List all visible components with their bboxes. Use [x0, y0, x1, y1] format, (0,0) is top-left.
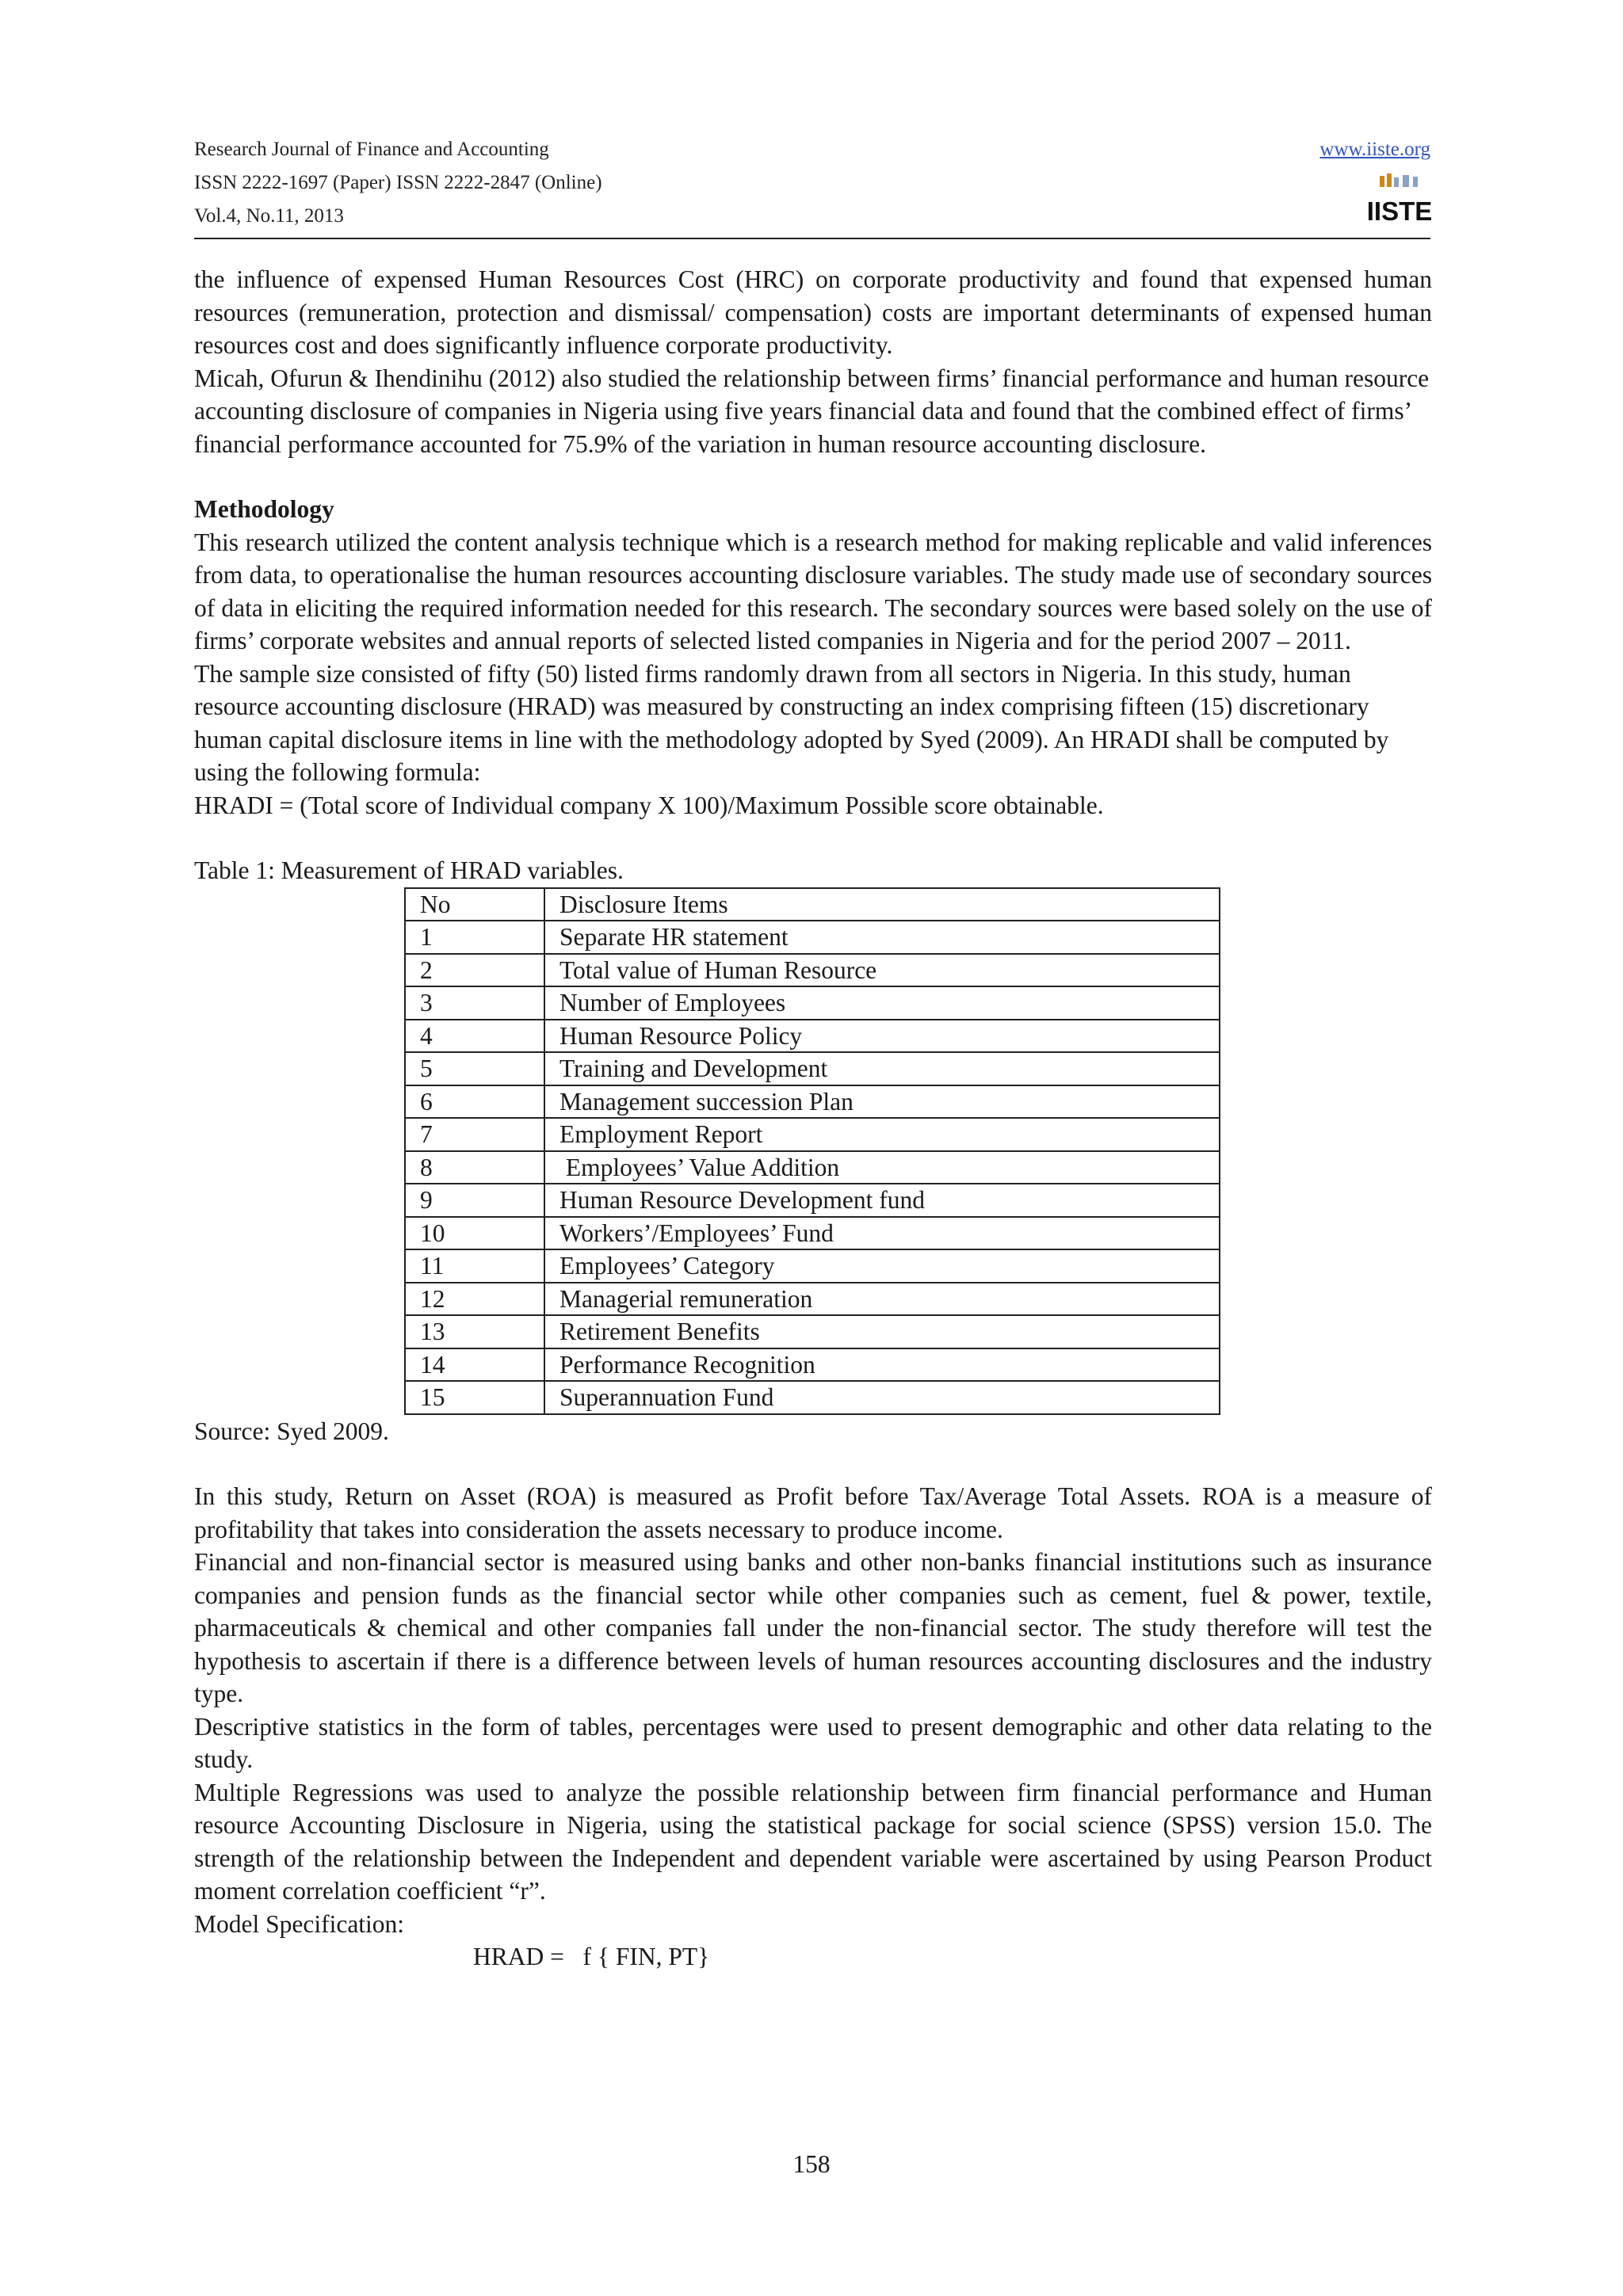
header-disclosure-items: Disclosure Items — [544, 888, 1220, 921]
row-number: 9 — [405, 1184, 544, 1217]
disclosure-item: Workers’/Employees’ Fund — [544, 1217, 1220, 1250]
table-caption: Table 1: Measurement of HRAD variables. — [194, 856, 624, 884]
issn-line: ISSN 2222-1697 (Paper) ISSN 2222-2847 (Online) — [194, 172, 602, 193]
table-row — [405, 1085, 1220, 1119]
disclosure-item: Employment Report — [544, 1118, 1220, 1151]
table-body — [405, 921, 1220, 1414]
row-number: 6 — [405, 1085, 544, 1119]
methodology-paragraph-2: The sample size consisted of fifty (50) listed firms randomly drawn from all sectors in Nigeria. In this study, human resource accounting disclosure (HRAD) was measured by constructing an index comprising fifteen (15) discretionary human capital disclosure items in line with the methodology adopted by Syed (2009). An HRADI shall be computed by using the following formula: — [194, 659, 1389, 786]
row-number: 7 — [405, 1118, 544, 1151]
table-row — [405, 986, 1220, 1020]
descriptive-stats-paragraph: Descriptive statistics in the form of tables, percentages were used to present demographic and other data relating to the study. — [194, 1712, 1432, 1773]
hradi-formula: HRADI = (Total score of Individual company X 100)/Maximum Possible score obtainable. — [194, 791, 1104, 819]
disclosure-item: Employees’ Category — [544, 1249, 1220, 1283]
disclosure-item: Human Resource Development fund — [544, 1184, 1220, 1217]
table-row — [405, 1283, 1220, 1316]
page-body — [194, 263, 1432, 1974]
disclosure-item: Management succession Plan — [544, 1085, 1220, 1119]
table-row — [405, 921, 1220, 954]
header-rule — [194, 238, 1430, 239]
table-header-row — [405, 888, 1220, 921]
roa-paragraph: In this study, Return on Asset (ROA) is measured as Profit before Tax/Average Total Assets. ROA is a measure of profitability that takes into consideration the assets necessary to produce income. — [194, 1482, 1432, 1543]
iiste-logo — [1366, 171, 1433, 227]
disclosure-item: Total value of Human Resource — [544, 954, 1220, 987]
table-row — [405, 1052, 1220, 1085]
row-number: 14 — [405, 1348, 544, 1382]
disclosure-item: Performance Recognition — [544, 1348, 1220, 1382]
page-number: 158 — [792, 2150, 831, 2178]
table-row — [405, 1020, 1220, 1053]
journal-url-link[interactable]: www.iiste.org — [1319, 139, 1430, 160]
table-row — [405, 1381, 1220, 1414]
page-header — [194, 136, 1433, 238]
table-row — [405, 1249, 1220, 1283]
model-formula: HRAD = f { FIN, PT} — [473, 1943, 710, 1970]
sector-paragraph: Financial and non-financial sector is measured using banks and other non-banks financial institutions such as insurance companies and pension funds as the financial sector while other companies such as cement, fuel & power, textile, pharmaceuticals & chemical and other companies fall under the non-financial sector. The study therefore will test the hypothesis to ascertain if there is a difference between levels of human resources accounting disclosures and the industry type. — [194, 1548, 1432, 1707]
disclosure-item: Training and Development — [544, 1052, 1220, 1085]
disclosure-item: Managerial remuneration — [544, 1283, 1220, 1316]
row-number: 1 — [405, 921, 544, 954]
volume-line: Vol.4, No.11, 2013 — [194, 205, 344, 227]
intro-paragraph-2: Micah, Ofurun & Ihendinihu (2012) also studied the relationship between firms’ financial performance and human resource accounting disclosure of companies in Nigeria using five years financial data and found that the combined effect of firms’ financial performance accounted for 75.9% of the variation in human resource accounting disclosure. — [194, 364, 1430, 458]
row-number: 10 — [405, 1217, 544, 1250]
row-number: 8 — [405, 1151, 544, 1184]
hrad-variables-table — [404, 887, 1220, 1415]
disclosure-item: Employees’ Value Addition — [544, 1151, 1220, 1184]
table-row — [405, 1315, 1220, 1348]
disclosure-item: Retirement Benefits — [544, 1315, 1220, 1348]
table-row — [405, 1217, 1220, 1250]
row-number: 4 — [405, 1020, 544, 1053]
table-source: Source: Syed 2009. — [194, 1417, 389, 1445]
table-row — [405, 1151, 1220, 1184]
row-number: 5 — [405, 1052, 544, 1085]
methodology-paragraph-1: This research utilized the content analysis technique which is a research method for making replicable and valid inferences from data, to operationalise the human resources accounting disclosure variables. The study made use of secondary sources of data in eliciting the required information needed for this research. The secondary sources were based solely on the use of firms’ corporate websites and annual reports of selected listed companies in Nigeria and for the period 2007 – 2011. — [194, 528, 1432, 654]
table-row — [405, 1348, 1220, 1382]
model-spec-label: Model Specification: — [194, 1909, 405, 1938]
disclosure-item: Human Resource Policy — [544, 1020, 1220, 1053]
disclosure-item: Superannuation Fund — [544, 1381, 1220, 1414]
row-number: 2 — [405, 954, 544, 987]
disclosure-item: Number of Employees — [544, 986, 1220, 1020]
row-number: 11 — [405, 1249, 544, 1283]
row-number: 13 — [405, 1315, 544, 1348]
row-number: 3 — [405, 986, 544, 1020]
svg-text:IISTE: IISTE — [1366, 196, 1433, 226]
table-row — [405, 1184, 1220, 1217]
regression-paragraph: Multiple Regressions was used to analyze the possible relationship between firm financial performance and Human resource Accounting Disclosure in Nigeria, using the statistical package for social science (SPSS) version 15.0. The strength of the relationship between the Independent and dependent variable were ascertained by using Pearson Product moment correlation coefficient “r”. — [194, 1778, 1432, 1905]
row-number: 12 — [405, 1283, 544, 1316]
intro-paragraph-1: the influence of expensed Human Resources Cost (HRC) on corporate productivity and found that expensed human resources (remuneration, protection and dismissal/ compensation) costs are important determinants of expensed human resources cost and does significantly influence corporate productivity. — [194, 265, 1432, 359]
table-row — [405, 954, 1220, 987]
row-number: 15 — [405, 1381, 544, 1414]
table-row — [405, 1118, 1220, 1151]
journal-title: Research Journal of Finance and Accounting — [194, 139, 549, 160]
disclosure-item: Separate HR statement — [544, 921, 1220, 954]
methodology-heading: Methodology — [194, 495, 334, 523]
header-no: No — [405, 888, 544, 921]
